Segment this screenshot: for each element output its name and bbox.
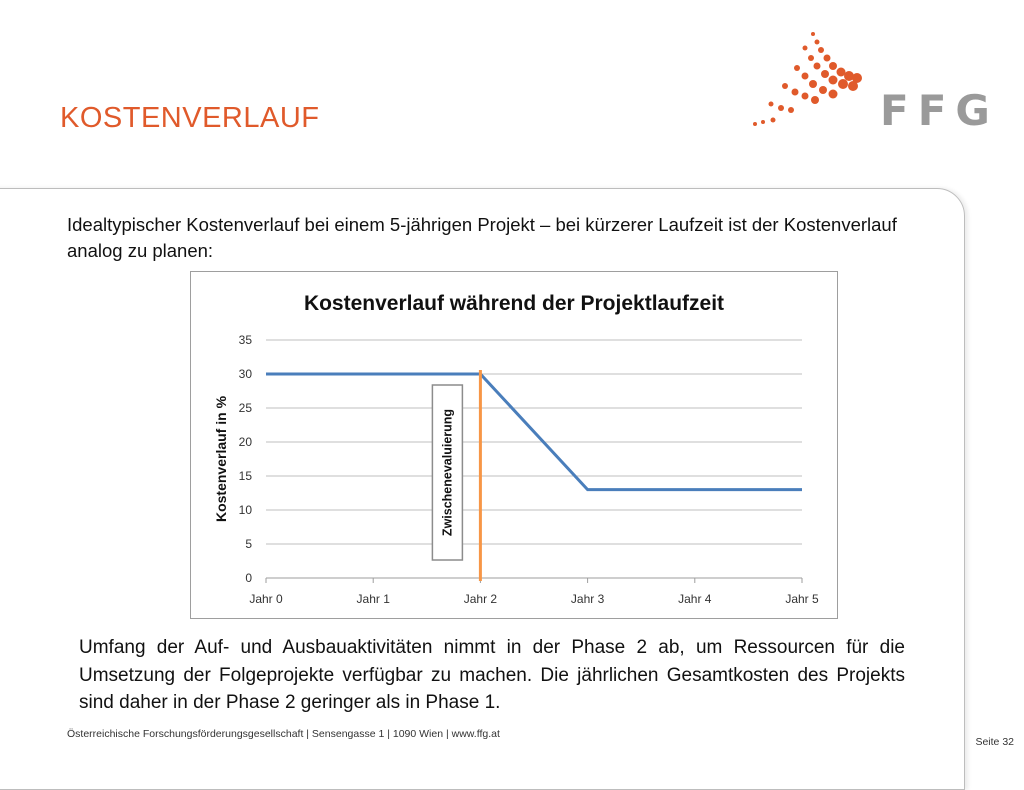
chart-frame: [190, 271, 838, 619]
series-line: [266, 374, 802, 490]
y-tick-label: 10: [238, 503, 252, 517]
ffg-logo-text: FFG: [880, 86, 999, 135]
cost-chart: [191, 272, 837, 618]
y-tick-label: 20: [238, 435, 252, 449]
x-tick-label: Jahr 3: [570, 592, 605, 606]
y-tick-label: 35: [238, 333, 252, 347]
x-tick-label: Jahr 5: [785, 592, 819, 606]
x-tick-label: Jahr 0: [249, 592, 283, 606]
footer-text: Österreichische Forschungsförderungsgesellschaft | Sensengasse 1 | 1090 Wien | www.ffg.at: [67, 728, 500, 740]
slide-title: KOSTENVERLAUF: [60, 102, 320, 134]
chart-title: Kostenverlauf während der Projektlaufzeit: [303, 292, 725, 315]
y-tick-label: 30: [238, 367, 252, 381]
y-tick-label: 5: [245, 537, 252, 551]
y-tick-label: 15: [238, 469, 252, 483]
y-axis-label: Kostenverlauf in %: [213, 395, 229, 523]
page-number: Seite 32: [975, 736, 1014, 748]
x-tick-label: Jahr 4: [678, 592, 712, 606]
marker-label: Zwischenevaluierung: [440, 408, 455, 537]
y-tick-label: 25: [238, 401, 252, 415]
x-tick-label: Jahr 2: [463, 592, 498, 606]
intro-text: Idealtypischer Kostenverlauf bei einem 5-jährigen Projekt – bei kürzerer Laufzeit ist der Kostenverlauf analog zu planen:: [67, 214, 897, 261]
x-tick-label: Jahr 1: [356, 592, 390, 606]
y-tick-label: 0: [245, 571, 252, 585]
summary-text: Umfang der Auf- und Ausbauaktivitäten nimmt in der Phase 2 ab, um Ressourcen für die Umsetzung der Folgeprojekte verfügbar zu machen. Die jährlichen Gesamtkosten des Projekts sind daher in der Phase 2 geringer als in Phase 1.: [79, 637, 905, 713]
